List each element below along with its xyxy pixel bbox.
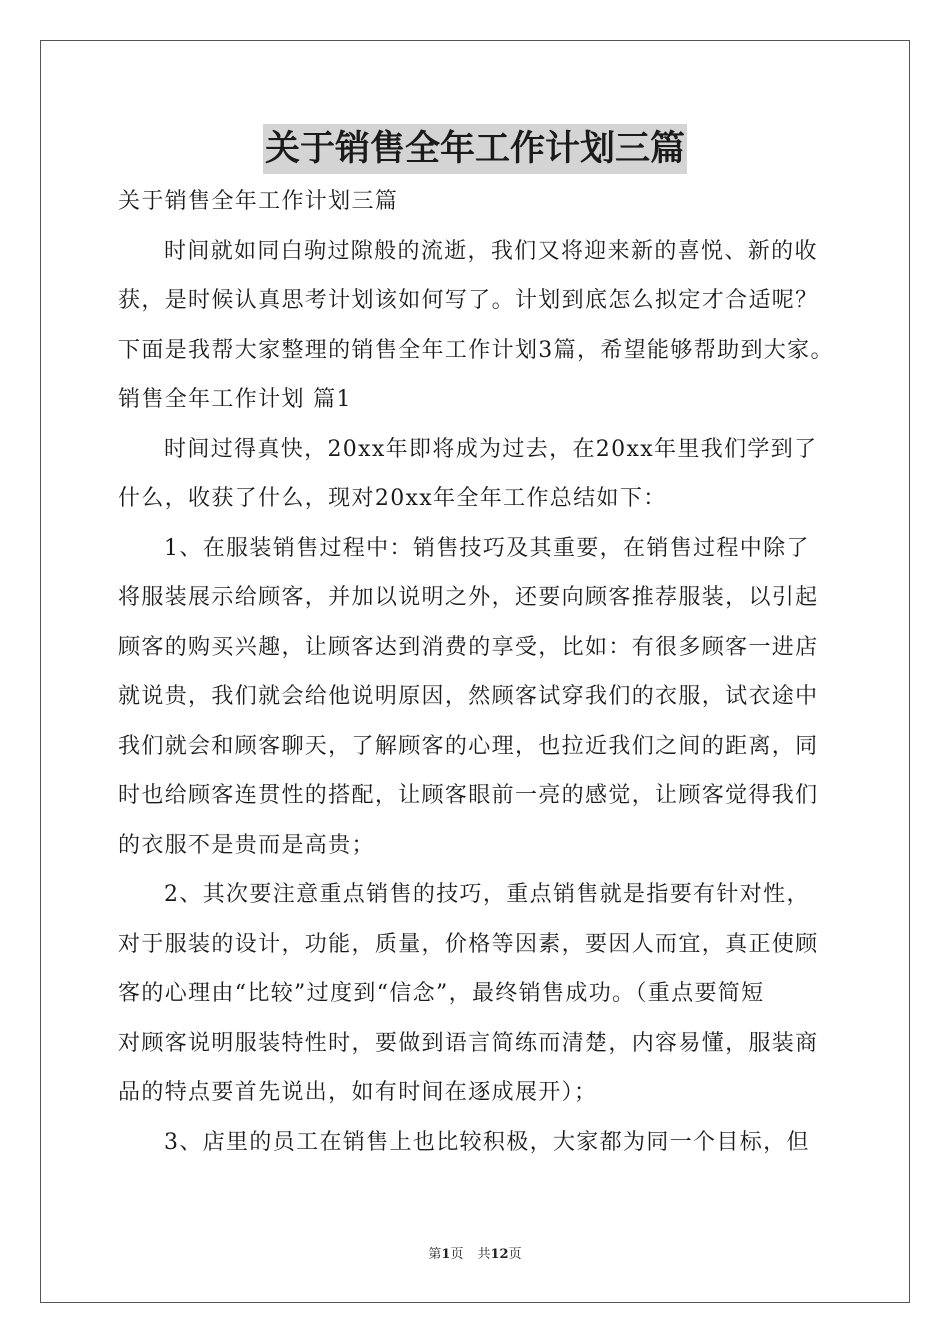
subtitle-line: 关于销售全年工作计划三篇: [118, 189, 399, 214]
paragraph-line: 时也给顾客连贯性的搭配，让顾客眼前一亮的感觉，让顾客觉得我们: [118, 783, 819, 808]
total-pages: 12: [490, 1247, 509, 1262]
paragraph-line: 获，是时候认真思考计划该如何写了。计划到底怎么拟定才合适呢？: [118, 288, 819, 313]
section-heading: 销售全年工作计划 篇1: [118, 387, 352, 412]
paragraph-line: 什么，收获了什么，现对20xx年全年工作总结如下：: [118, 486, 667, 511]
paragraph-line: 就说贵，我们就会给他说明原因，然顾客试穿我们的衣服，试衣途中: [118, 684, 819, 709]
page-footer: [0, 1246, 950, 1264]
paragraph-line: 客的心理由“比较”过度到“信念”，最终销售成功。（重点要简短: [118, 981, 765, 1006]
paragraph-line: 对顾客说明服装特性时，要做到语言简练而清楚，内容易懂，服装商: [118, 1030, 819, 1056]
paragraph-line: 我们就会和顾客聊天，了解顾客的心理，也拉近我们之间的距离，同: [118, 733, 819, 759]
paragraph-line: 时间过得真快，20xx年即将成为过去，在20xx年里我们学到了: [164, 436, 818, 462]
paragraph-line: 1、在服装销售过程中：销售技巧及其重要，在销售过程中除了: [164, 535, 810, 561]
total-label-prefix: 共: [477, 1247, 491, 1262]
document-title: 关于销售全年工作计划三篇: [263, 124, 687, 174]
title-area: [0, 124, 950, 174]
paragraph-line: 将服装展示给顾客，并加以说明之外，还要向顾客推荐服装，以引起: [118, 585, 819, 610]
paragraph-line: 的衣服不是贵而是高贵；: [118, 832, 375, 858]
paragraph-line: 下面是我帮大家整理的销售全年工作计划3篇，希望能够帮助到大家。: [118, 337, 834, 363]
page-label-prefix: 第: [428, 1247, 442, 1262]
paragraph-line: 3、店里的员工在销售上也比较积极，大家都为同一个目标，但: [164, 1129, 810, 1155]
page-number: 1: [441, 1247, 451, 1262]
paragraph-line: 顾客的购买兴趣，让顾客达到消费的享受，比如：有很多顾客一进店: [118, 634, 819, 660]
page-label-suffix: 页: [450, 1247, 464, 1262]
paragraph-line: 2、其次要注意重点销售的技巧，重点销售就是指要有针对性，: [164, 882, 810, 907]
paragraph-line: 品的特点要首先说出，如有时间在逐成展开）；: [118, 1080, 598, 1105]
total-label-suffix: 页: [508, 1247, 522, 1262]
paragraph-line: 时间就如同白驹过隙般的流逝，我们又将迎来新的喜悦、新的收: [164, 238, 818, 264]
paragraph-line: 对于服装的设计，功能，质量，价格等因素，要因人而宜，真正使顾: [118, 931, 819, 957]
document-body: [118, 177, 836, 1167]
